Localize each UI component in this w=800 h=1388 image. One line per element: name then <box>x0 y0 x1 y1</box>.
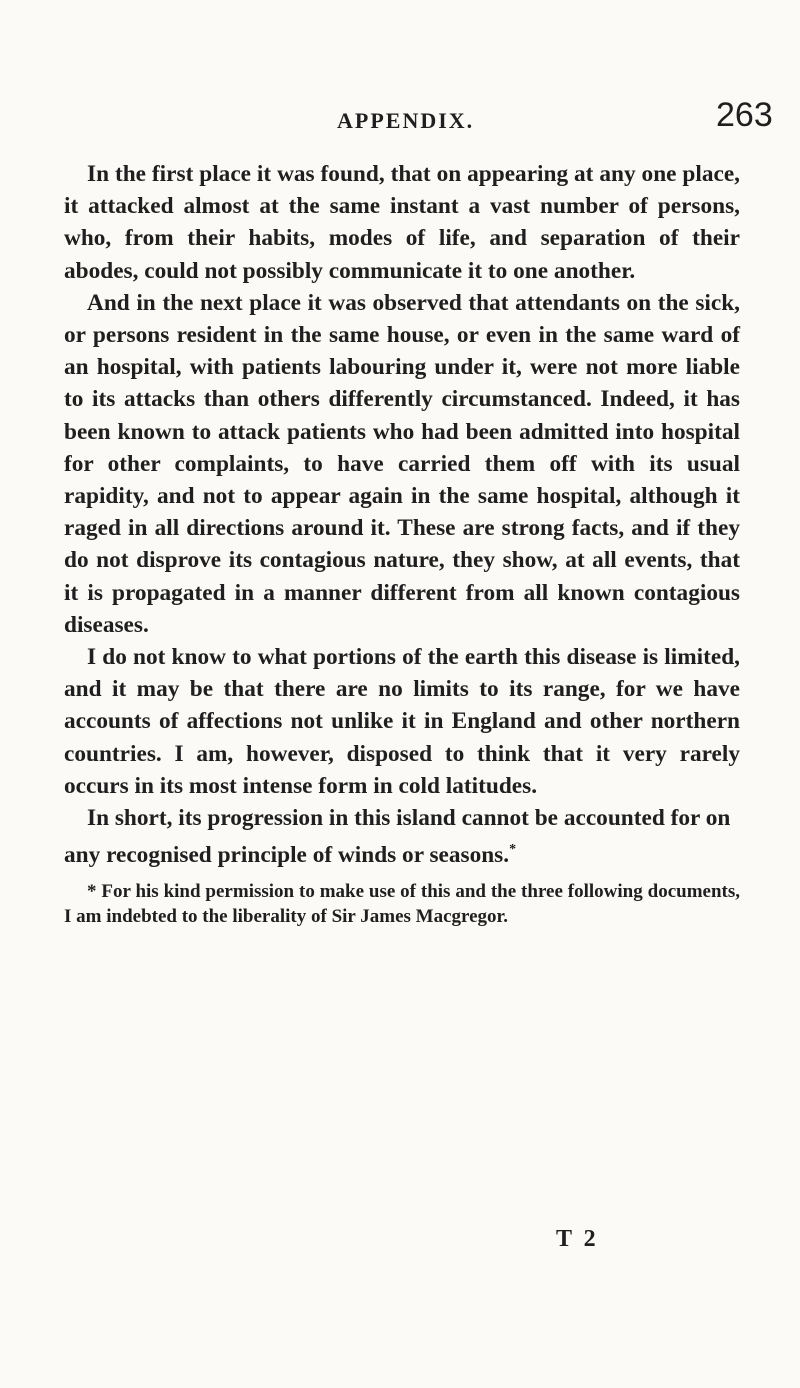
paragraph-1: In the first place it was found, that on appearing at any one place, it attacked almost at the same instant a vast number of persons, who, from their habits, modes of life, and separation of their abodes, could not possibly communicate it to one another. <box>64 161 740 284</box>
footnote: * For his kind permission to make use of this and the three following documents, I am indebted to the liberality of Sir James Macgregor. <box>64 881 740 928</box>
paragraph-2: And in the next place it was observed that attendants on the sick, or persons resident in the same house, or even in the same ward of an hospital, with patients labouring under it, were not more liable to its attacks than others differently circumstanced. Indeed, it has been known to attack patients who had been admitted into hospital for other complaints, to have carried them off with its usual rapidity, and not to appear again in the same hospital, although it raged in all directions around it. These are strong facts, and if they do not disprove its contagious nature, they show, at all events, that it is propagated in a manner different from all known contagious diseases. <box>64 289 740 638</box>
paragraph-4 <box>64 802 740 871</box>
signature-mark: T 2 <box>556 1226 599 1252</box>
paragraph-3: I do not know to what portions of the earth this disease is limited, and it may be that there are no limits to its range, for we have accounts of affections not unlike it in England and other northern countries. I am, however, disposed to think that it very rarely occurs in its most intense form in cold latitudes. <box>64 644 740 799</box>
body-text <box>64 158 740 948</box>
page-number: 263 <box>716 96 773 134</box>
footnote-marker: * <box>509 842 517 858</box>
running-title: APPENDIX. <box>337 108 475 133</box>
page-header <box>0 96 800 146</box>
paragraph-4-text: In short, its progression in this island cannot be accounted for on any recognised principle of winds or seasons. <box>64 805 731 869</box>
